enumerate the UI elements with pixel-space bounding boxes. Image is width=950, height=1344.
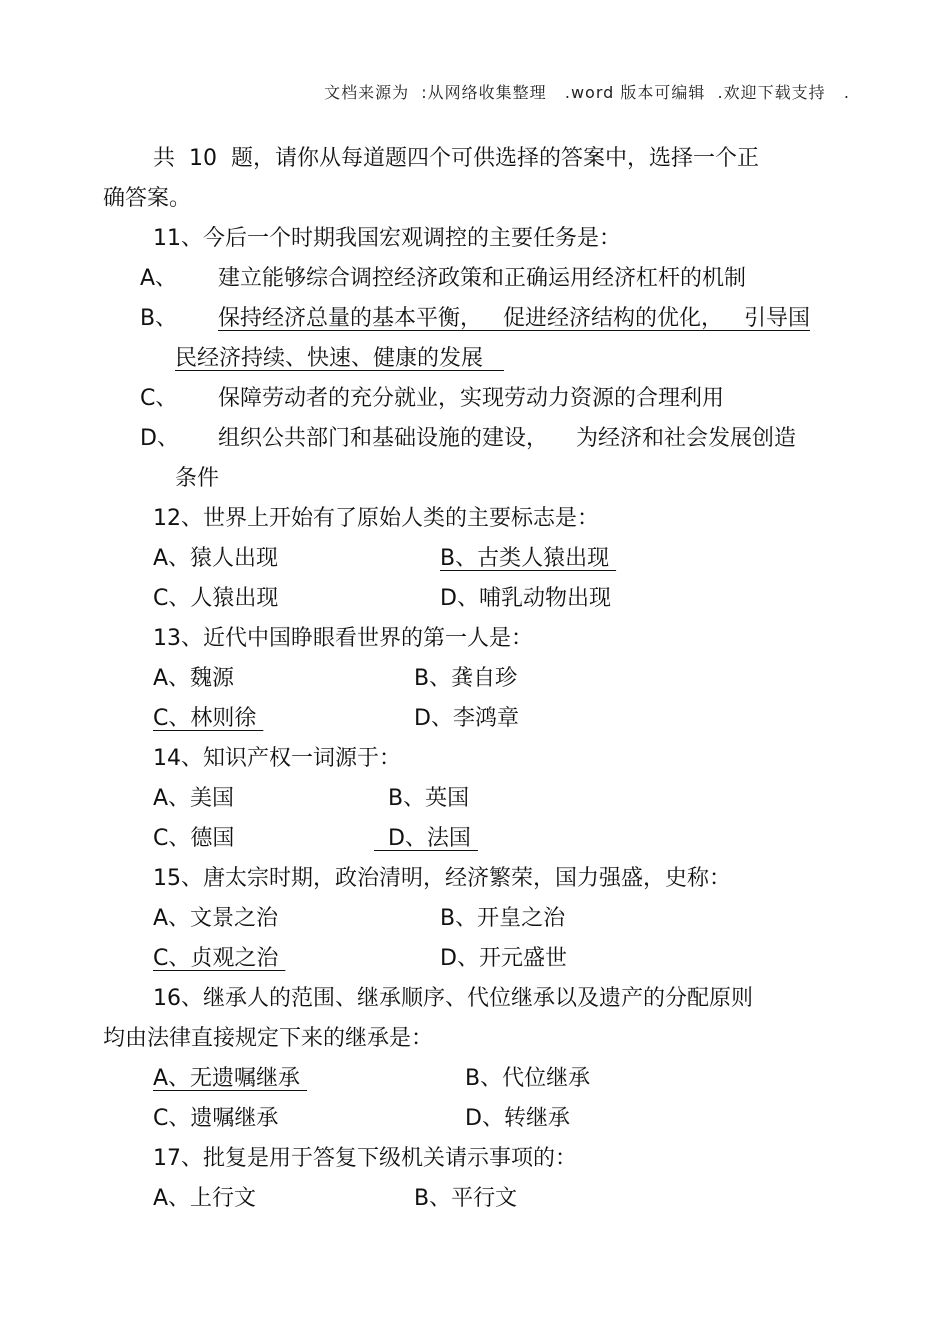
q12-option-b: B、古类人猿出现 (440, 546, 617, 571)
question-13: 13、近代中国睁眼看世界的第一人是： (153, 626, 533, 651)
q11-option-b-label: B、 (140, 306, 178, 331)
q12-option-d: D、哺乳动物出现 (440, 586, 611, 611)
q13-option-a: A、魏源 (153, 666, 235, 691)
q11-option-b-text-line-2: 民经济持续、快速、健康的发展 (175, 346, 504, 371)
q17-option-a: A、上行文 (153, 1186, 257, 1211)
q13-option-b: B、龚自珍 (414, 666, 518, 691)
q16-option-b: B、代位继承 (465, 1066, 591, 1091)
question-16-line-1: 16、继承人的范围、继承顺序、代位继承以及遗产的分配原则 (153, 986, 753, 1011)
q12-option-a: A、猿人出现 (153, 546, 279, 571)
q15-option-a: A、文景之治 (153, 906, 279, 931)
q11-option-d-text-line-2: 条件 (175, 466, 220, 491)
q14-option-c: C、德国 (153, 826, 235, 851)
question-11: 11、今后一个时期我国宏观调控的主要任务是： (153, 226, 621, 251)
question-16-line-2: 均由法律直接规定下来的继承是： (103, 1026, 434, 1051)
q15-option-c: C、贞观之治 (153, 946, 286, 971)
q16-option-a: A、无遗嘱继承 (153, 1066, 308, 1091)
q15-option-d: D、开元盛世 (440, 946, 567, 971)
question-17: 17、批复是用于答复下级机关请示事项的： (153, 1146, 577, 1171)
q14-option-a: A、美国 (153, 786, 235, 811)
q16-option-c: C、遗嘱继承 (153, 1106, 279, 1131)
q11-option-a-label: A、 (140, 266, 178, 291)
q11-option-a-text: 建立能够综合调控经济政策和正确运用经济杠杆的机制 (218, 266, 747, 291)
question-15: 15、唐太宗时期，政治清明，经济繁荣，国力强盛，史称： (153, 866, 731, 891)
q13-option-d: D、李鸿章 (414, 706, 519, 731)
q11-option-d-text-line-1: 组织公共部门和基础设施的建设， 为经济和社会发展创造 (218, 426, 796, 451)
q12-option-c: C、人猿出现 (153, 586, 279, 611)
q14-option-d: D、法国 (374, 826, 478, 851)
q13-option-c: C、林则徐 (153, 706, 264, 731)
q15-option-b: B、开皇之治 (440, 906, 566, 931)
question-14: 14、知识产权一词源于： (153, 746, 401, 771)
intro-line-1: 共 10 题，请你从每道题四个可供选择的答案中，选择一个正 (153, 146, 759, 171)
q11-option-c-label: C、 (140, 386, 178, 411)
q11-option-d-label: D、 (140, 426, 179, 451)
question-12: 12、世界上开始有了原始人类的主要标志是： (153, 506, 599, 531)
q14-option-b: B、英国 (388, 786, 470, 811)
q11-option-c-text: 保障劳动者的充分就业，实现劳动力资源的合理利用 (218, 386, 725, 411)
q16-option-d: D、转继承 (465, 1106, 570, 1131)
q11-option-b-text-line-1: 保持经济总量的基本平衡， 促进经济结构的优化， 引导国 (218, 306, 810, 331)
page-header: 文档来源为 :从网络收集整理 .word 版本可编辑 .欢迎下载支持 . (324, 83, 850, 102)
q17-option-b: B、平行文 (414, 1186, 518, 1211)
intro-line-2: 确答案。 (103, 186, 192, 211)
